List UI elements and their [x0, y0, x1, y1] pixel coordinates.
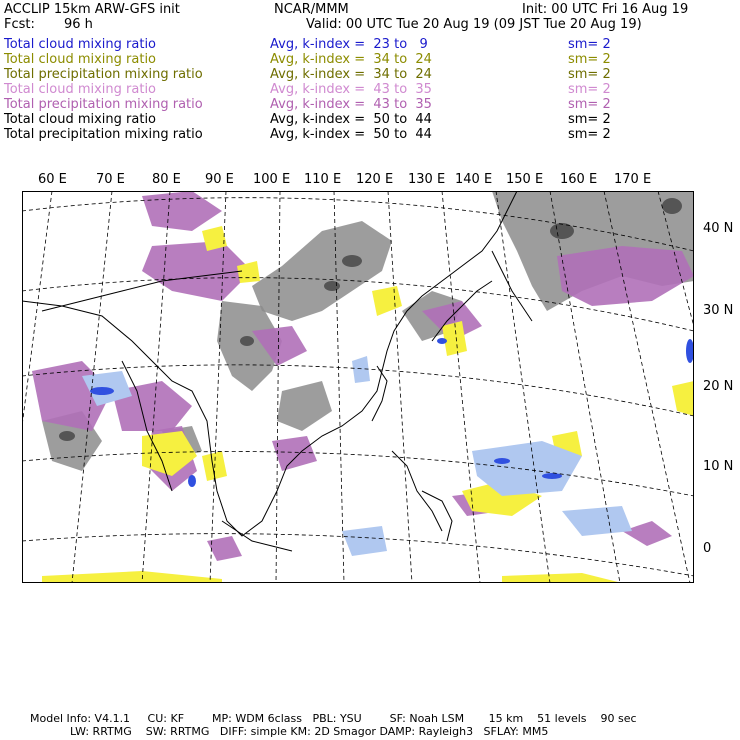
field-name: Total precipitation mixing ratio: [4, 67, 203, 82]
longitude-label: 80 E: [152, 172, 181, 187]
field-level-range: Avg, k-index = 50 to 44: [270, 112, 432, 127]
field-smoothing: sm= 2: [568, 127, 611, 142]
longitude-label: 90 E: [205, 172, 234, 187]
field-level-range: Avg, k-index = 23 to 9: [270, 37, 428, 52]
valid-time: Valid: 00 UTC Tue 20 Aug 19 (09 JST Tue 20 Aug 19): [306, 17, 642, 32]
field-name: Total cloud mixing ratio: [4, 82, 157, 97]
field-smoothing: sm= 2: [568, 97, 611, 112]
longitude-label: 150 E: [506, 172, 544, 187]
latitude-label: 40 N: [703, 221, 734, 236]
field-level-range: Avg, k-index = 34 to 24: [270, 67, 432, 82]
organization: NCAR/MMM: [274, 2, 349, 17]
model-title: ACCLIP 15km ARW-GFS init: [4, 2, 180, 17]
forecast-label: Fcst:: [4, 17, 35, 32]
init-time: Init: 00 UTC Fri 16 Aug 19: [522, 2, 689, 17]
field-name: Total cloud mixing ratio: [4, 52, 157, 67]
longitude-label: 100 E: [253, 172, 291, 187]
longitude-label: 60 E: [38, 172, 67, 187]
latitude-label: 30 N: [703, 303, 734, 318]
longitude-label: 140 E: [455, 172, 493, 187]
field-name: Total cloud mixing ratio: [4, 112, 157, 127]
field-level-range: Avg, k-index = 50 to 44: [270, 127, 432, 142]
field-smoothing: sm= 2: [568, 82, 611, 97]
longitude-label: 130 E: [408, 172, 446, 187]
longitude-label: 110 E: [304, 172, 342, 187]
field-smoothing: sm= 2: [568, 37, 611, 52]
field-smoothing: sm= 2: [568, 52, 611, 67]
longitude-label: 160 E: [560, 172, 598, 187]
model-info-line2: LW: RRTMG SW: RRTMG DIFF: simple KM: 2D Smagor DAMP: Rayleigh3 SFLAY: MM5: [70, 725, 549, 738]
field-name: Total cloud mixing ratio: [4, 37, 157, 52]
latitude-label: 10 N: [703, 459, 734, 474]
field-name: Total precipitation mixing ratio: [4, 97, 203, 112]
longitude-label: 120 E: [356, 172, 394, 187]
field-smoothing: sm= 2: [568, 67, 611, 82]
field-level-range: Avg, k-index = 34 to 24: [270, 52, 432, 67]
field-smoothing: sm= 2: [568, 112, 611, 127]
latitude-label: 20 N: [703, 379, 734, 394]
field-level-range: Avg, k-index = 43 to 35: [270, 97, 432, 112]
field-name: Total precipitation mixing ratio: [4, 127, 203, 142]
longitude-label: 170 E: [614, 172, 652, 187]
latitude-label: 0: [703, 541, 712, 556]
model-info-line1: Model Info: V4.1.1 CU: KF MP: WDM 6class PBL: YSU SF: Noah LSM 15 km 51 levels 90 sec: [30, 712, 637, 725]
field-level-range: Avg, k-index = 43 to 35: [270, 82, 432, 97]
forecast-map: [22, 191, 694, 583]
forecast-hours: 96 h: [64, 17, 93, 32]
longitude-label: 70 E: [96, 172, 125, 187]
